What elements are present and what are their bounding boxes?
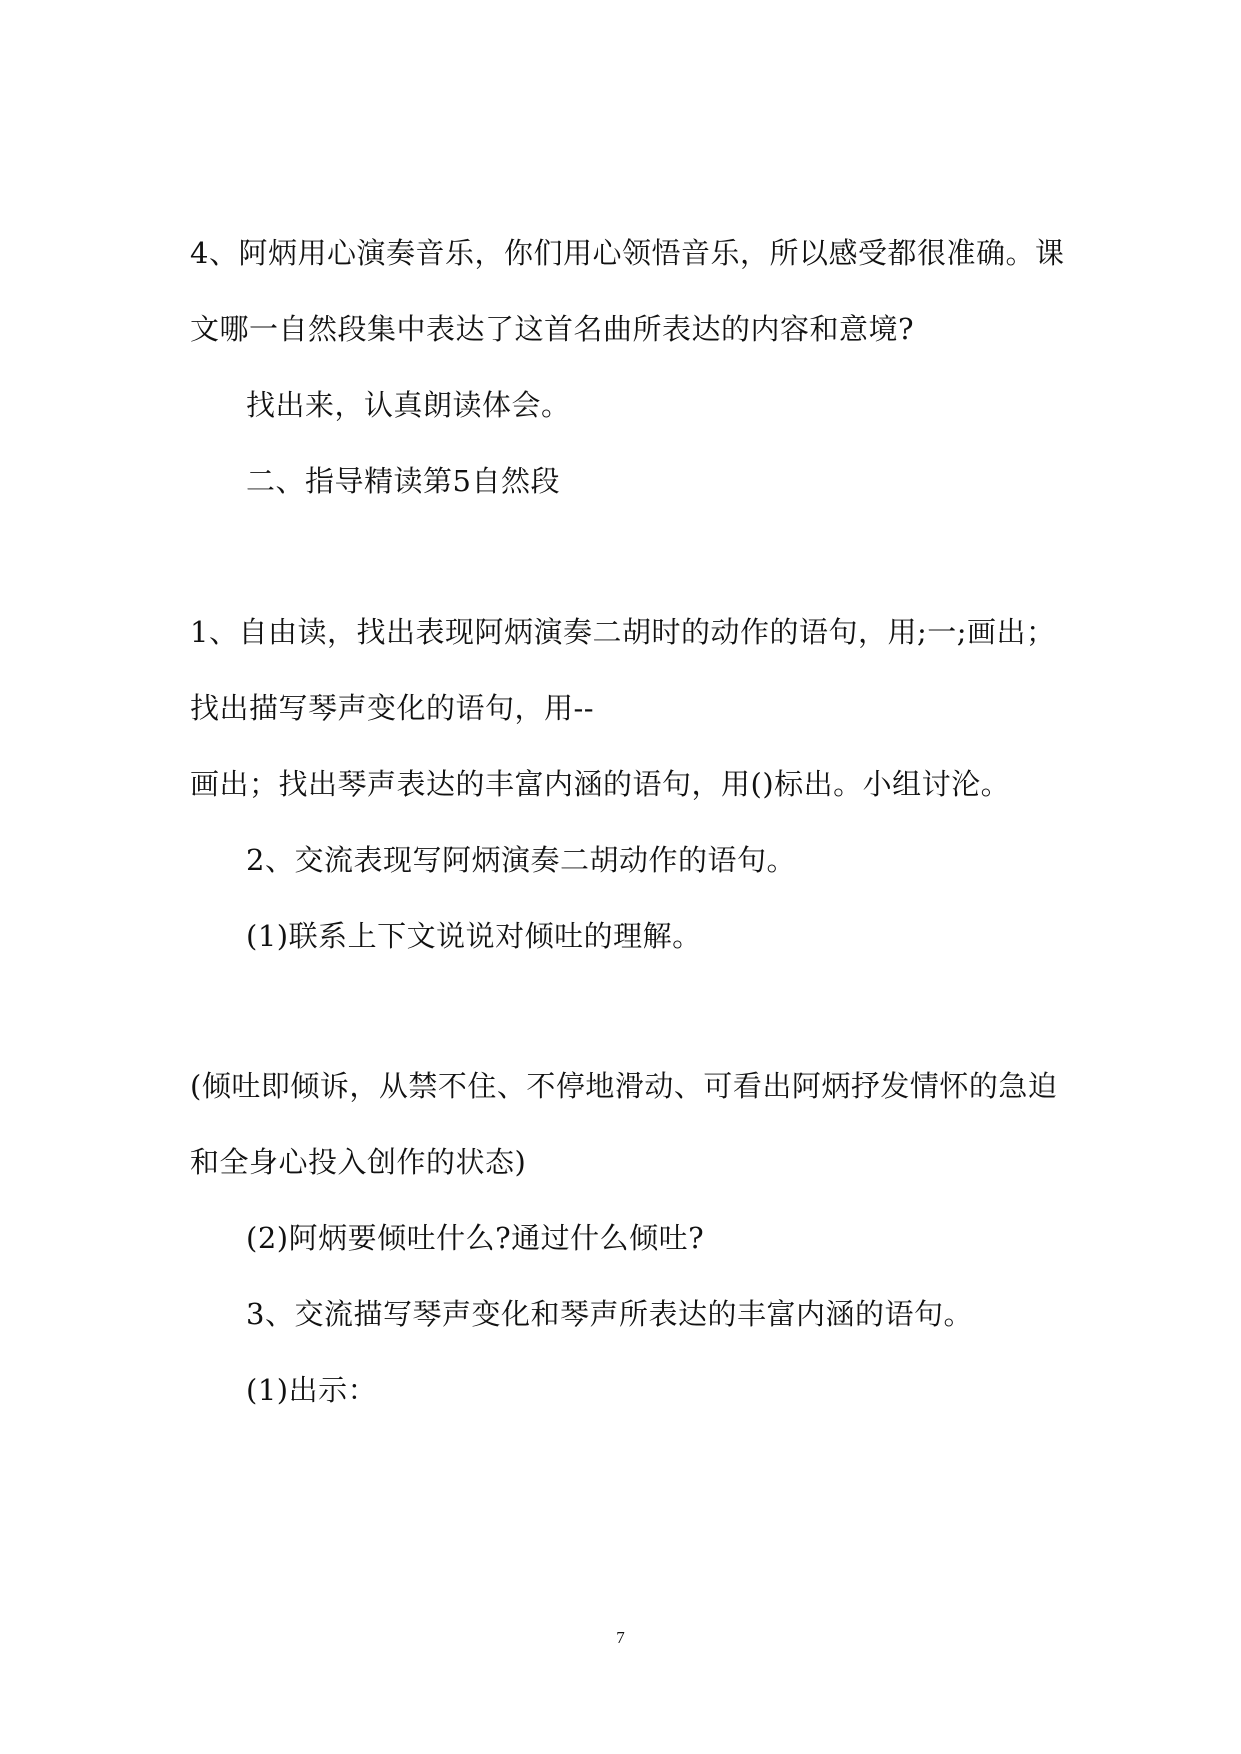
paragraph-line: (倾吐即倾诉，从禁不住、不停地滑动、可看出阿炳抒发情怀的急迫 <box>190 1069 1058 1103</box>
paragraph-line: 找出来，认真朗读体会。 <box>246 388 571 422</box>
paragraph-line: 和全身心投入创作的状态) <box>190 1145 527 1179</box>
paragraph-line: (1)联系上下文说说对倾吐的理解。 <box>246 919 702 953</box>
paragraph-line: 文哪一自然段集中表达了这首名曲所表达的内容和意境? <box>190 312 915 346</box>
section-heading: 二、指导精读第5自然段 <box>246 464 560 498</box>
paragraph-line: 找出描写琴声变化的语句，用-- <box>190 691 595 725</box>
paragraph-line: 2、交流表现写阿炳演奏二胡动作的语句。 <box>246 843 796 877</box>
paragraph-line: (2)阿炳要倾吐什么?通过什么倾吐? <box>246 1221 705 1255</box>
page-number: 7 <box>616 1628 625 1647</box>
paragraph-line: 3、交流描写琴声变化和琴声所表达的丰富内涵的语句。 <box>246 1297 973 1331</box>
paragraph-line: 1、自由读，找出表现阿炳演奏二胡时的动作的语句，用;一;画出； <box>190 615 1056 649</box>
paragraph-line: 画出；找出琴声表达的丰富内涵的语句，用()标出。小组讨沦。 <box>190 767 1011 801</box>
paragraph-line: 4、阿炳用心演奏音乐，你们用心领悟音乐，所以感受都很准确。课 <box>190 236 1065 270</box>
paragraph-line: (1)出示： <box>246 1373 378 1407</box>
